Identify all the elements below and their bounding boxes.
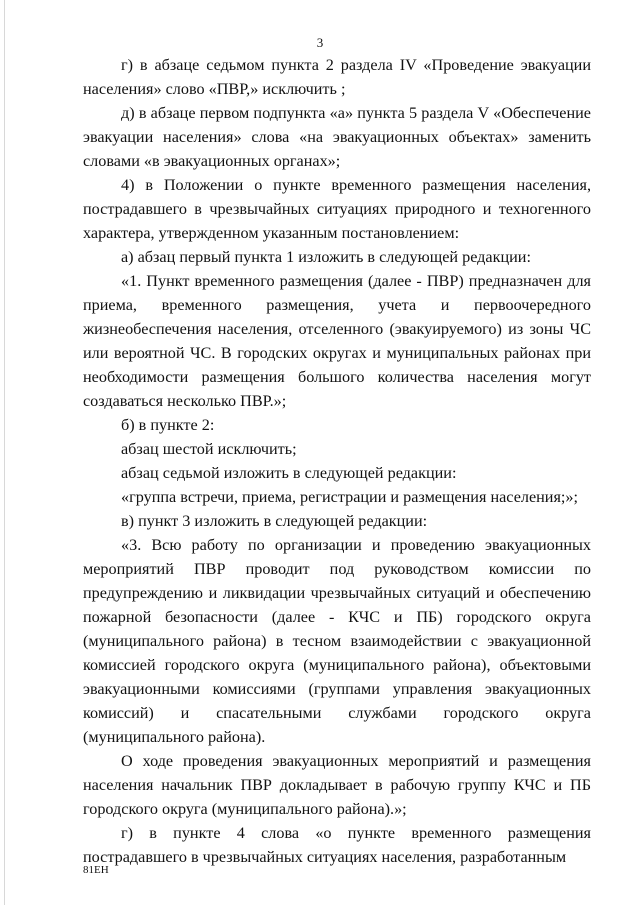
page-number: 3 bbox=[316, 35, 324, 50]
paragraph: «3. Всю работу по организации и проведению эвакуационных мероприятий ПВР проводит под руководством комиссии по предупреждению и ликвидации чрезвычайных ситуаций и обеспечению пожарной безопасности (далее - КЧС и ПБ) городского округа (муниципального района) в тесном взаимодействии с эвакуационной комиссией городского округа (муниципального района), объектовыми эвакуационными комиссиями (группами управления эвакуационных комиссий) и спасательными службами городского округа (муниципального района). bbox=[83, 536, 591, 746]
paragraph: д) в абзаце первом подпункта «а» пункта 5 раздела V «Обеспечение эвакуации населения» слова «на эвакуационных объектах» заменить словами «в эвакуационных органах»; bbox=[83, 104, 591, 170]
paragraph: абзац шестой исключить; bbox=[121, 440, 297, 458]
paragraph: 4) в Положении о пункте временного размещения населения, пострадавшего в чрезвычайных ситуациях природного и техногенного характера, утвержденном указанным постановлением: bbox=[83, 176, 591, 242]
paragraph: б) в пункте 2: bbox=[121, 416, 215, 434]
document-body bbox=[83, 53, 591, 869]
scan-edge-line bbox=[4, 0, 5, 905]
paragraph: г) в абзаце седьмом пункта 2 раздела IV «Проведение эвакуации населения» слово «ПВР,» исключить ; bbox=[83, 56, 591, 98]
paragraph: О ходе проведения эвакуационных мероприятий и размещения населения начальник ПВР докладывает в рабочую группу КЧС и ПБ городского округа (муниципального района).»; bbox=[83, 752, 591, 818]
document-code: 81ЕН bbox=[83, 864, 109, 876]
paragraph: «группа встречи, приема, регистрации и размещения населения;»; bbox=[121, 488, 578, 506]
paragraph: а) абзац первый пункта 1 изложить в следующей редакции: bbox=[121, 248, 531, 266]
paragraph: г) в пункте 4 слова «о пункте временного размещения пострадавшего в чрезвычайных ситуациях населения, разработанным bbox=[83, 824, 591, 866]
paragraph: «1. Пункт временного размещения (далее - ПВР) предназначен для приема, временного размещения, учета и первоочередного жизнеобеспечения населения, отселенного (эвакуируемого) из зоны ЧС или вероятной ЧС. В городских округах и муниципальных районах при необходимости размещения большого количества населения могут создаваться несколько ПВР.»; bbox=[83, 272, 591, 410]
paragraph: в) пункт 3 изложить в следующей редакции: bbox=[121, 512, 428, 530]
paragraph: абзац седьмой изложить в следующей редакции: bbox=[121, 464, 457, 482]
